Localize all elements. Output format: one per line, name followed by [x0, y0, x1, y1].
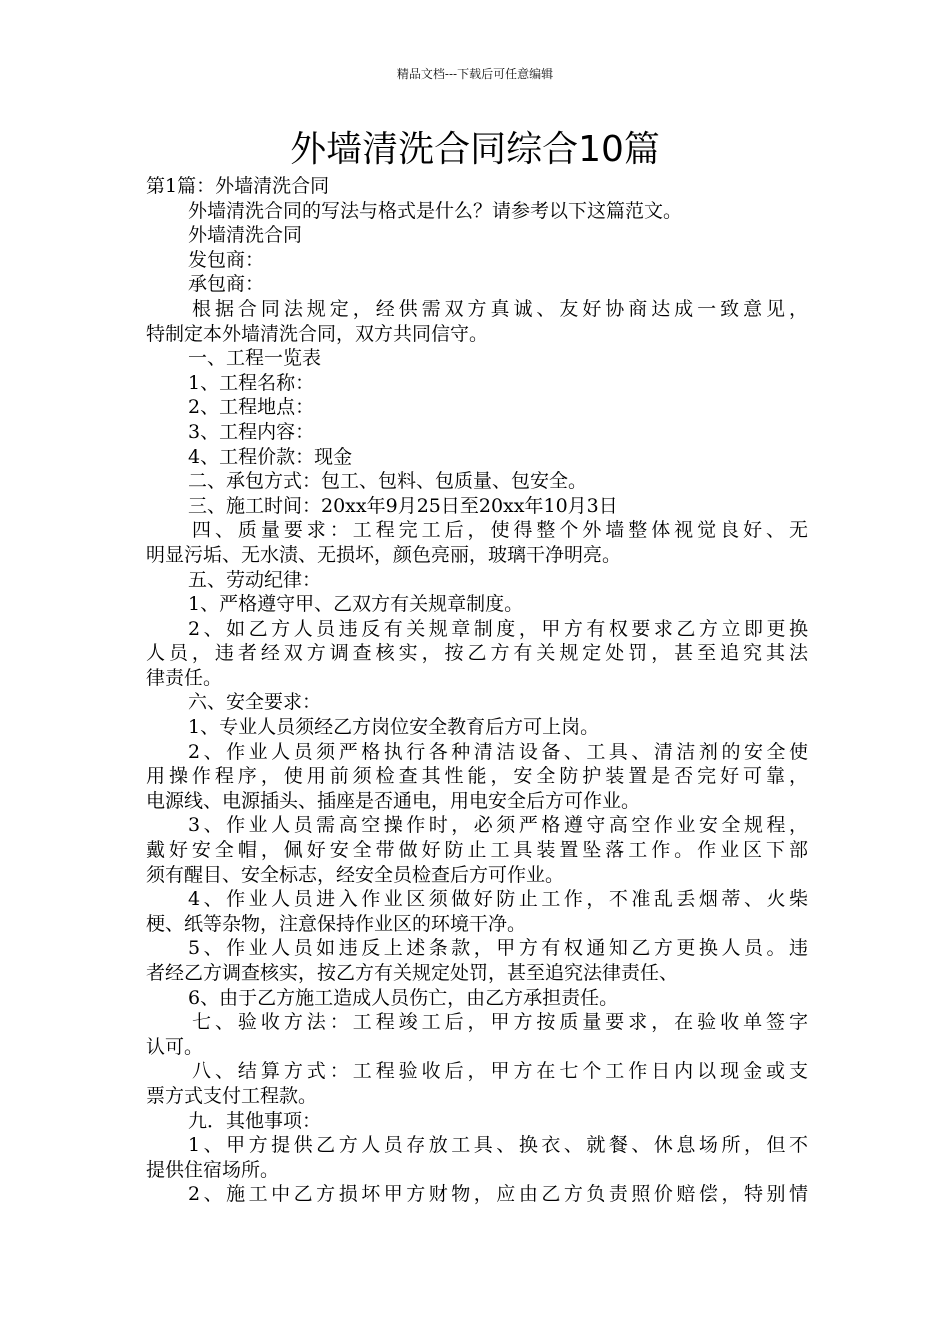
text-line: 者经乙方调查核实，按乙方有关规定处罚，甚至追究法律责任、 — [146, 962, 679, 984]
text-line: 3、作业人员需高空操作时，必须严格遵守高空作业安全规程， — [188, 814, 808, 837]
text-line: 明显污垢、无水渍、无损坏，颜色亮丽，玻璃干净明亮。 — [146, 543, 622, 566]
text-line: 发包商： — [188, 248, 265, 271]
text-line: 承包商： — [188, 273, 265, 296]
text-line: 九．其他事项： — [188, 1109, 322, 1132]
text-line: 外墙清洗合同的写法与格式是什么？请参考以下这篇范文。 — [188, 199, 683, 222]
text-line: 5、作业人员如违反上述条款，甲方有权通知乙方更换人员。违 — [188, 937, 808, 960]
text-line: 认可。 — [146, 1035, 204, 1058]
text-line: 2、作业人员须严格执行各种清洁设备、工具、清洁剂的安全使 — [188, 740, 808, 763]
text-line: 梗、纸等杂物，注意保持作业区的环境干净。 — [146, 912, 527, 935]
text-line: 用操作程序，使用前须检查其性能，安全防护装置是否完好可靠， — [146, 765, 808, 788]
text-line: 特制定本外墙清洗合同，双方共同信守。 — [146, 322, 489, 345]
text-line: 三、施工时间：20xx年9月25日至20xx年10月3日 — [188, 494, 618, 517]
text-line: 律责任。 — [146, 666, 223, 689]
text-line: 七、验收方法：工程竣工后，甲方按质量要求，在验收单签字 — [192, 1011, 808, 1034]
text-line: 电源线、电源插头、插座是否通电，用电安全后方可作业。 — [146, 789, 641, 812]
text-line: 戴好安全帽，佩好安全带做好防止工具装置坠落工作。作业区下部 — [146, 839, 808, 862]
text-line: 1、甲方提供乙方人员存放工具、换衣、就餐、休息场所，但不 — [188, 1134, 808, 1157]
text-line: 五、劳动纪律： — [188, 568, 322, 591]
text-line: 人员，违者经双方调查核实，按乙方有关规定处罚，甚至追究其法 — [146, 642, 808, 665]
text-line: 六、安全要求： — [188, 691, 322, 714]
text-line: 1、严格遵守甲、乙双方有关规章制度。 — [188, 593, 524, 616]
text-line: 1、专业人员须经乙方岗位安全教育后方可上岗。 — [188, 716, 600, 739]
text-line: 二、承包方式：包工、包料、包质量、包安全。 — [188, 470, 588, 493]
document-title: 外墙清洗合同综合10篇 — [290, 129, 660, 170]
text-line: 第1篇：外墙清洗合同 — [146, 175, 330, 197]
text-line: 提供住宿场所。 — [146, 1158, 280, 1181]
text-line: 6、由于乙方施工造成人员伤亡，由乙方承担责任。 — [188, 986, 619, 1009]
text-line: 一、工程一览表 — [188, 347, 322, 370]
text-line: 外墙清洗合同 — [188, 224, 303, 247]
text-line: 1、工程名称： — [188, 371, 315, 394]
text-line: 4、工程价款：现金 — [188, 445, 353, 468]
text-line: 须有醒目、安全标志，经安全员检查后方可作业。 — [146, 863, 565, 886]
text-line: 3、工程内容： — [188, 420, 315, 443]
text-line: 2、工程地点： — [188, 396, 315, 419]
header-note: 精品文档---下载后可任意编辑 — [396, 67, 554, 81]
document-body — [146, 174, 808, 1207]
text-line: 四、质量要求：工程完工后，使得整个外墙整体视觉良好、无 — [192, 519, 808, 542]
text-line: 2、施工中乙方损坏甲方财物，应由乙方负责照价赔偿，特别情 — [188, 1183, 808, 1206]
text-line: 根据合同法规定，经供需双方真诚、友好协商达成一致意见， — [192, 297, 808, 320]
text-line: 票方式支付工程款。 — [146, 1084, 318, 1107]
text-line: 2、如乙方人员违反有关规章制度，甲方有权要求乙方立即更换 — [188, 617, 808, 640]
text-line: 八、结算方式：工程验收后，甲方在七个工作日内以现金或支 — [192, 1060, 808, 1083]
text-line: 4、作业人员进入作业区须做好防止工作，不准乱丢烟蒂、火柴 — [188, 888, 808, 911]
